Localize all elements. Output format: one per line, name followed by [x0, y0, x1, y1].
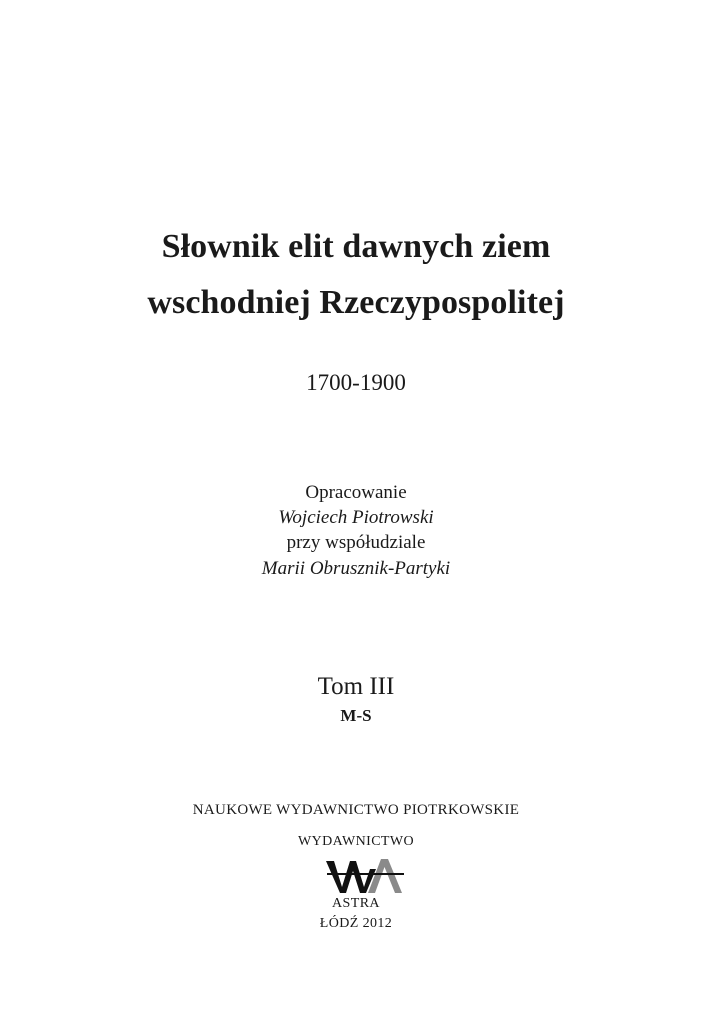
editor-label: Opracowanie — [305, 482, 407, 503]
imprint-name: ASTRA — [332, 896, 380, 911]
place-and-year: ŁÓDŹ 2012 — [319, 916, 393, 931]
collaboration-label: przy współudziale — [286, 532, 426, 553]
collaborator-name: Marii Obrusznik-Partyki — [261, 558, 451, 579]
year-range: 1700-1900 — [306, 370, 406, 395]
wa-publisher-logo-icon — [326, 857, 404, 893]
volume-title: Tom III — [317, 673, 395, 700]
volume-range: M-S — [340, 706, 372, 725]
title-line-2: wschodniej Rzeczypospolitej — [147, 284, 565, 321]
publisher-name: NAUKOWE WYDAWNICTWO PIOTRKOWSKIE — [192, 802, 520, 818]
title-line-1: Słownik elit dawnych ziem — [161, 228, 551, 265]
editor-name: Wojciech Piotrowski — [278, 507, 434, 528]
imprint-label: WYDAWNICTWO — [297, 834, 415, 849]
